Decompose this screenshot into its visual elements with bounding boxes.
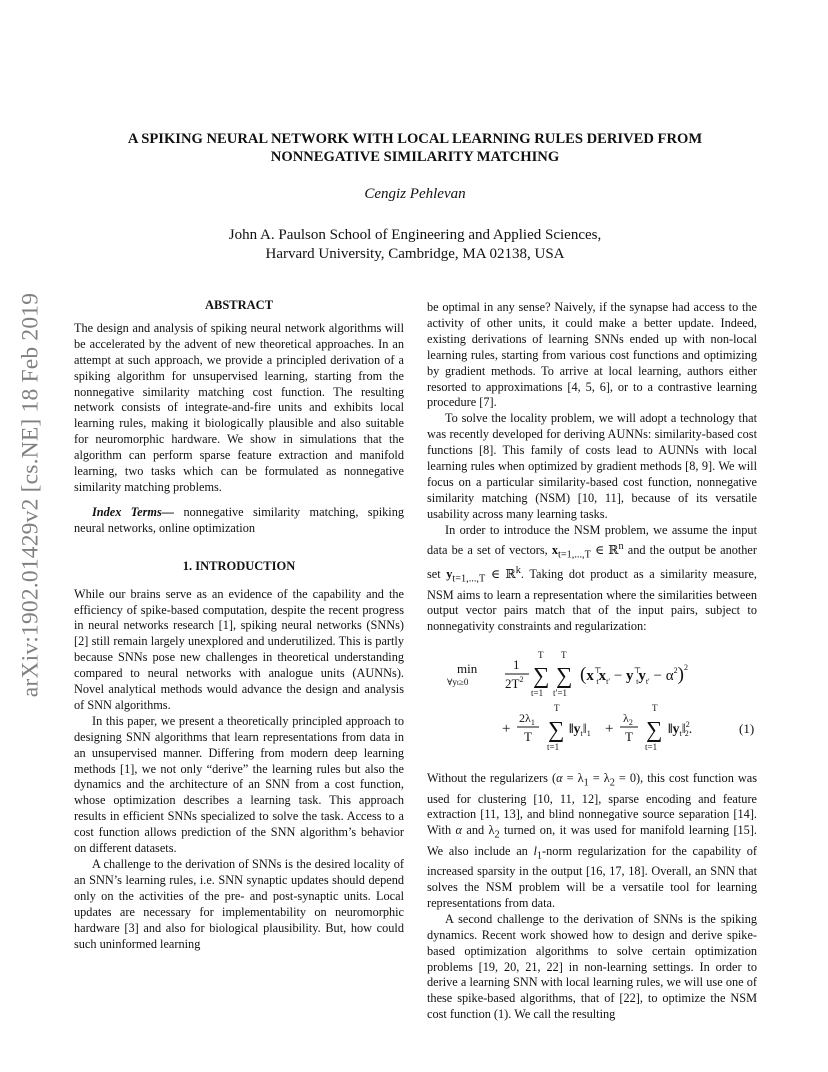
- abstract-text: The design and analysis of spiking neural network algorithms will be accelerated by the advent of new theoretical approaches. In an attempt at such approach, we provide a principled derivation of a spiking algorithm for unsupervised learning, starting from the nonnegative similarity matching cost function. The resulting network consists of integrate-and-fire units and exhibits local learning rules, making it biologically plausible and also suitable for neuromorphic hardware. We show in simulations that the algorithm can perform sparse feature extraction and manifold learning, two tasks which can be formulated as nonnegative similarity matching problems.: [74, 320, 404, 494]
- equation-number: (1): [739, 721, 755, 737]
- arxiv-identifier: arXiv:1902.01429v2 [cs.NE] 18 Feb 2019: [17, 292, 44, 698]
- eq-expression: (x⊤ $tx_{t'} - y^⊤$ $ty_{t'} - \alpha^2)^2$: [580, 663, 688, 687]
- eq-lambda2-den: T: [625, 729, 633, 745]
- affiliation: [60, 226, 770, 264]
- intro-paragraph-2: In this paper, we present a theoretically principled approach to designing SNN algorithms that learn representations from data in an unsupervised manner. Differing from modern deep learning methods [1], we not only “derive” the learning rules but also the dynamics and the architecture of an SNN from a cost function, whose optimization describes a learning task. This approach results in efficient SNNs specialized to solve the task. Access to a cost function allows prediction of the SNN algorithm’s behavior on different datasets.: [74, 713, 404, 856]
- eq-lambda1-den: T: [524, 729, 532, 745]
- title-line-1: A SPIKING NEURAL NETWORK WITH LOCAL LEARNING RULES DERIVED FROM: [127, 131, 703, 147]
- eq-sum2-upper: T: [561, 650, 567, 661]
- eq-sum4-upper: T: [652, 703, 658, 714]
- eq-min: min: [457, 661, 478, 677]
- equation-nsm-cost: [427, 649, 757, 759]
- eq-sum2-lower: t′=1: [553, 688, 568, 699]
- eq-sum1-upper: T: [538, 650, 544, 661]
- intro-paragraph-3: A challenge to the derivation of SNNs is the desired locality of an SNN’s learning rules, i.e. SNN synaptic updates should depend only on the activities of the pre- and post-synaptic units. Local updates are necessary for implementability on neuromorphic hardware [3] and also for biological plausibility. But, how could such uninformed learning: [74, 857, 404, 951]
- index-terms-label: Index Terms—: [92, 504, 175, 519]
- right-paragraph-1: be optimal in any sense? Naively, if the synapse had access to the activity of other units, it could make a better update. Indeed, existing derivations of learning SNNs ended up with non-local learning rules, starting from various cost functions and optimizing by gradient methods. To arrive at local learning, authors either resorted to approximations [4, 5, 6], or to a contrastive learning procedure [7].: [427, 300, 757, 410]
- paper-title: [60, 130, 770, 166]
- eq-sum3-lower: t=1: [547, 742, 560, 753]
- eq-l2-norm: $‖y_t‖^2$ 2.: [668, 720, 693, 739]
- eq-sum2: ∑: [556, 663, 573, 689]
- left-column: [74, 298, 404, 952]
- right-paragraph-3: In order to introduce the NSM problem, we assume the input data be a set of vectors, $x_{t=1,...,T}$ ∈ ℝ$^n$ and the output be another set $y_{t=1,...,T}$ ∈ ℝ$^k$. Taking dot product as a similarity measure, NSM aims to learn a representation where the similarities between output vector pairs match that of the input pairs, subject to nonnegativity constraints and regularization:: [427, 522, 758, 634]
- title-line-2: NONNEGATIVE SIMILARITY MATCHING: [270, 149, 560, 165]
- eq-sum4-lower: t=1: [645, 742, 658, 753]
- intro-paragraph-1: While our brains serve as an evidence of the capability and the efficiency of spike-based computation, despite the recent progress in neural networks research [1], spiking neural networks (SNNs) [2] still remain largely unexplored and underutilized. This is partly because SNNs pose new challenges in theoretical understanding compared to neural networks with analogue units (AUNNs). Novel analytical methods would advance the design and analysis of SNN algorithms.: [74, 586, 404, 712]
- right-column: [427, 300, 757, 1023]
- eq-sum1: ∑: [533, 663, 550, 689]
- index-terms-text: nonnegative similarity matching, spiking neural networks, online optimization: [74, 504, 405, 535]
- eq-frac-den: $2T^2$: [505, 675, 524, 692]
- right-paragraph-5: A second challenge to the derivation of SNNs is the spiking dynamics. Recent work showed how to design and derive spike-based optimization algorithms to solve certain optimization problems [19, 20, 21, 22] in non-learning settings. In order to derive a learning SNN with local learning rules, we will use one of these spike-based algorithms, that of [22], to optimize the NSM cost function (1). We call the resulting: [427, 911, 757, 1022]
- eq-sum3-upper: T: [554, 703, 560, 714]
- index-terms: [74, 505, 404, 537]
- eq-sum4: ∑: [646, 717, 663, 743]
- right-paragraph-4: Without the regularizers $(\alpha = \lambda_1 = \lambda_2 = 0)$, this cost function was used for clustering [10, 11, 12], sparse encoding and feature extraction [11, 13], and blind nonnegative source separation [14]. With α and $\lambda_2$ turned on, it was used for manifold learning [15]. We also include an $l_1$-norm regularization for the capability of increased sparsity in the output [16, 17, 18]. Overall, an SNN that solves the NSM problem will be a versatile tool for learning representations from data.: [427, 771, 758, 910]
- arxiv-sidebar: [6, 290, 56, 700]
- eq-frac-num: 1: [513, 657, 520, 673]
- eq-plus-1: +: [502, 721, 511, 738]
- eq-sum1-lower: t=1: [531, 688, 544, 699]
- affiliation-line-1: John A. Paulson School of Engineering and Applied Sciences,: [228, 227, 602, 243]
- eq-l1-norm: $‖y_t‖_1$: [569, 722, 591, 739]
- eq-lambda2-num: $\lambda_2$: [623, 711, 633, 728]
- abstract-heading: ABSTRACT: [204, 298, 274, 312]
- eq-lambda1-num: $2\lambda_1$: [519, 711, 535, 728]
- author-name: Cengiz Pehlevan: [364, 186, 466, 202]
- eq-min-subscript: ∀yt≥0: [447, 677, 469, 688]
- eq-plus-2: +: [605, 721, 614, 738]
- affiliation-line-2: Harvard University, Cambridge, MA 02138, USA: [265, 246, 565, 262]
- introduction-heading: 1. INTRODUCTION: [182, 558, 296, 573]
- eq-sum3: ∑: [548, 717, 565, 743]
- right-paragraph-2: To solve the locality problem, we will adopt a technology that was recently developed for deriving AUNNs: similarity-based cost functions [8]. This family of costs lead to AUNNs with local learning rules when optimized by gradient methods [8, 9]. We will focus on a particular similarity-based cost function, nonnegative similarity matching (NSM) [10, 11], because of its versatile usability across many learning tasks.: [427, 411, 757, 521]
